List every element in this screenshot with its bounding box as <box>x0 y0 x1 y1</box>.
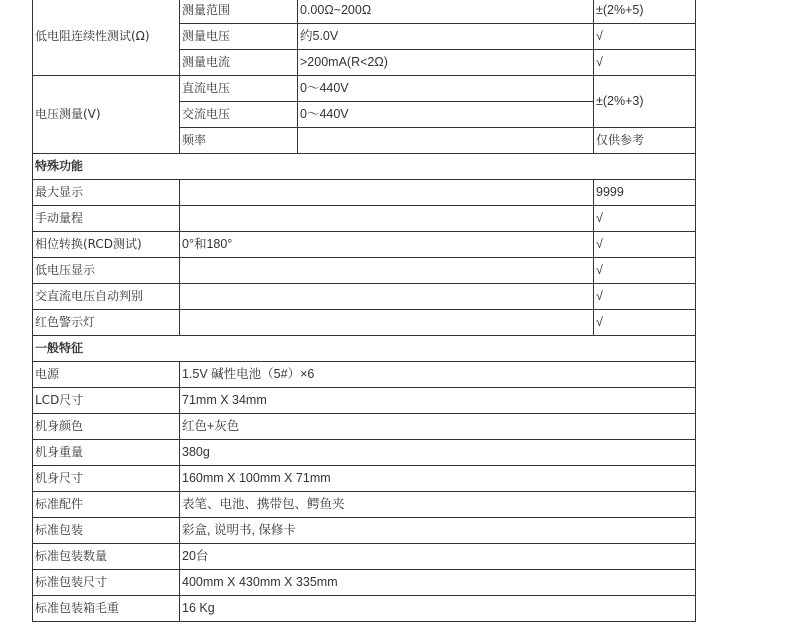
row-name: 机身颜色 <box>33 414 180 440</box>
row-name: 电源 <box>33 362 180 388</box>
row-value <box>180 258 594 284</box>
row-name: 相位转换(RCD测试) <box>33 232 180 258</box>
table-row <box>33 492 696 518</box>
table-row <box>33 258 696 284</box>
row-name: 交流电压 <box>180 102 298 128</box>
row-name: 标准包装 <box>33 518 180 544</box>
table-row <box>33 0 696 24</box>
row-name: 低电压显示 <box>33 258 180 284</box>
row-value: 0°和180° <box>180 232 594 258</box>
row-name: 红色警示灯 <box>33 310 180 336</box>
row-value <box>180 310 594 336</box>
row-note: √ <box>594 24 696 50</box>
row-value: 16 Kg <box>180 596 696 622</box>
row-value: 71mm X 34mm <box>180 388 696 414</box>
row-name: 标准包装箱毛重 <box>33 596 180 622</box>
table-row <box>33 518 696 544</box>
table-row <box>33 544 696 570</box>
row-value <box>180 284 594 310</box>
row-note: √ <box>594 284 696 310</box>
section-header-row <box>33 154 696 180</box>
section-header: 特殊功能 <box>33 154 696 180</box>
row-value: 160mm X 100mm X 71mm <box>180 466 696 492</box>
row-note: √ <box>594 232 696 258</box>
row-value: 约5.0V <box>298 24 594 50</box>
table-row <box>33 362 696 388</box>
table-row <box>33 388 696 414</box>
row-value: 彩盒, 说明书, 保修卡 <box>180 518 696 544</box>
row-name: 机身重量 <box>33 440 180 466</box>
row-value <box>180 206 594 232</box>
row-value: 20台 <box>180 544 696 570</box>
row-value: 红色+灰色 <box>180 414 696 440</box>
row-value <box>298 128 594 154</box>
row-value: 1.5V 碱性电池（5#）×6 <box>180 362 696 388</box>
row-name: 手动量程 <box>33 206 180 232</box>
row-value: 0～440V <box>298 102 594 128</box>
table-row <box>33 466 696 492</box>
low-resistance-label: 低电阻连续性测试(Ω) <box>33 0 180 76</box>
table-row <box>33 76 696 102</box>
row-note: √ <box>594 50 696 76</box>
row-name: 测量范围 <box>180 0 298 24</box>
row-name: 交直流电压自动判别 <box>33 284 180 310</box>
table-row <box>33 310 696 336</box>
row-name: 机身尺寸 <box>33 466 180 492</box>
row-value: 0.00Ω~200Ω <box>298 0 594 24</box>
row-name: 最大显示 <box>33 180 180 206</box>
row-name: 直流电压 <box>180 76 298 102</box>
row-name: 测量电压 <box>180 24 298 50</box>
row-note: √ <box>594 258 696 284</box>
table-row <box>33 180 696 206</box>
section-header-row <box>33 336 696 362</box>
row-value: 0～440V <box>298 76 594 102</box>
row-value <box>180 180 594 206</box>
voltage-accuracy: ±(2%+3) <box>594 76 696 128</box>
row-name: 频率 <box>180 128 298 154</box>
spec-table <box>32 0 696 622</box>
voltage-label: 电压测量(V) <box>33 76 180 154</box>
row-name: 标准包装尺寸 <box>33 570 180 596</box>
row-value: 400mm X 430mm X 335mm <box>180 570 696 596</box>
table-row <box>33 414 696 440</box>
table-row <box>33 596 696 622</box>
row-value: >200mA(R<2Ω) <box>298 50 594 76</box>
table-row <box>33 284 696 310</box>
section-header: 一般特征 <box>33 336 696 362</box>
row-name: 标准包装数量 <box>33 544 180 570</box>
row-note: √ <box>594 206 696 232</box>
row-name: 测量电流 <box>180 50 298 76</box>
row-name: 标准配件 <box>33 492 180 518</box>
table-row <box>33 440 696 466</box>
row-name: LCD尺寸 <box>33 388 180 414</box>
row-note: √ <box>594 310 696 336</box>
row-note: 9999 <box>594 180 696 206</box>
table-row <box>33 206 696 232</box>
table-row <box>33 570 696 596</box>
table-row <box>33 232 696 258</box>
row-note: 仅供参考 <box>594 128 696 154</box>
row-note: ±(2%+5) <box>594 0 696 24</box>
row-value: 表笔、电池、携带包、鳄鱼夹 <box>180 492 696 518</box>
row-value: 380g <box>180 440 696 466</box>
